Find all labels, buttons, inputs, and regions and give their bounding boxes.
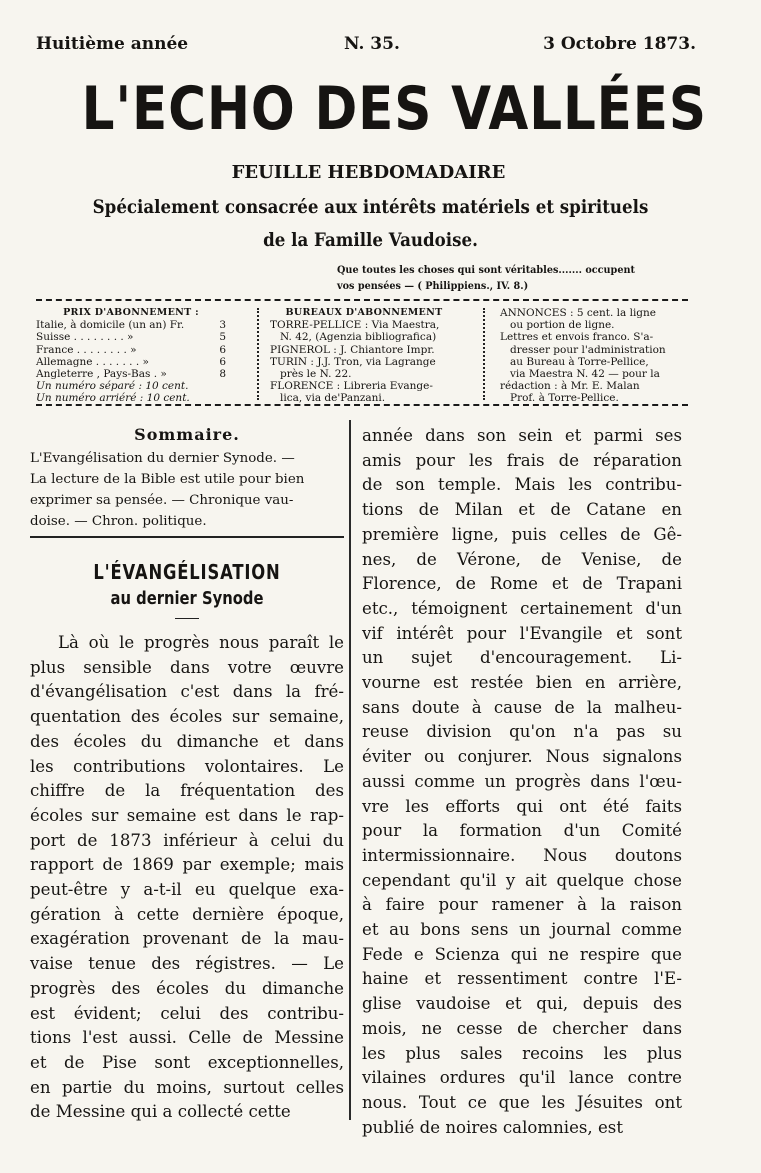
newspaper-tagline-2: de la Famille Vaudoise. [263,230,478,251]
article-line: chiffre de la fréquentation des [30,781,344,801]
article-line: Fede e Scienza qui ne respire que [362,944,682,964]
article-line: tions l'est aussi. Celle de Messine [30,1028,344,1048]
bureaux-line: TURIN : J.J. Tron, via Lagrange [270,355,436,368]
price-row [36,319,226,331]
article-line: d'évangélisation c'est dans la fré- [30,682,344,702]
article-line: nes, de Vérone, de Venise, de [362,549,682,569]
box-divider [257,308,261,400]
article-line: pour la formation d'un Comité [362,821,682,841]
bureaux-heading: BUREAUX D'ABONNEMENT [285,307,443,318]
back-issue-price: Un numéro arriéré : 10 cent. [36,392,190,405]
article-line: vourne est restée bien en arrière, [362,673,682,693]
annonces-line: Lettres et envois franco. S'a- [500,331,654,344]
article-line: un sujet d'encouragement. Li- [362,648,682,668]
sommaire-list [30,448,344,538]
header-rule-top [36,299,688,301]
article-line: reuse division qu'on n'a pas su [362,722,682,742]
article-line: publié de noires calomnies, est [362,1117,623,1137]
article-dash [175,618,199,619]
column-rule [349,420,352,1120]
price-label: Italie, à domicile (un an) Fr. [36,319,185,332]
sommaire-heading: Sommaire. [134,425,240,444]
epigraph-line: vos pensées — ( Philippiens., IV. 8.) [337,280,529,292]
bureaux-line: N. 42, (Agenzia bibliografica) [280,331,437,344]
article-line: des écoles du dimanche et dans [30,731,344,751]
article-line: éviter ou conjurer. Nous signalons [362,747,682,767]
article-line: est évident; celui des contribu- [30,1003,344,1023]
article-line: les contributions volontaires. Le [30,756,344,776]
sommaire-item: doise. — Chron. politique. [30,514,207,529]
annonces-line: ou portion de ligne. [510,319,615,332]
sommaire-item: L'Evangélisation du dernier Synode. — [30,451,295,466]
price-value: 6 [219,355,226,368]
article-line: intermissionnaire. Nous doutons [362,845,682,865]
article-line: sans doute à cause de la malheu- [362,697,682,717]
bureaux-line: lica, via de'Panzani. [280,392,386,405]
sommaire-item: La lecture de la Bible est utile pour bien [30,472,305,487]
article-line: peut-être y a-t-il eu quelque exa- [30,880,344,900]
price-label: Allemagne . . . . . . . » [36,355,149,368]
article-subtitle: au dernier Synode [110,588,264,609]
article-line: quentation des écoles sur semaine, [30,707,344,727]
article-line: mois, ne cesse de chercher dans [362,1018,682,1038]
price-label: Angleterre , Pays-Bas . » [36,368,167,381]
article-line: de son temple. Mais les contribu- [362,475,682,495]
subscription-heading: PRIX D'ABONNEMENT : [63,307,199,318]
header-rule-bottom [36,404,688,406]
epigraph [337,262,654,294]
article-line: année dans son sein et parmi ses [362,426,682,445]
article-line: vre les efforts qui ont été faits [362,796,682,816]
article-line: plus sensible dans votre œuvre [30,657,344,677]
single-issue-price: Un numéro séparé : 10 cent. [36,380,189,393]
article-line: nous. Tout ce que les Jésuites ont [362,1092,682,1112]
article-line: gération à cette dernière époque, [30,904,344,924]
article-line: à faire pour ramener à la raison [362,895,682,915]
bureaux-box [270,307,458,405]
article-line: et au bons sens un journal comme [362,920,682,940]
price-label: Suisse . . . . . . . . » [36,331,134,344]
price-row [36,368,226,380]
annonces-line: Prof. à Torre-Pellice. [510,392,619,405]
article-line: cependant qu'il y ait quelque chose [362,870,682,890]
article-line: première ligne, puis celles de Gê- [362,524,682,544]
price-row [36,356,226,368]
newspaper-tagline: Spécialement consacrée aux intérêts matériels et spirituels [92,197,649,218]
price-value: 6 [219,343,226,356]
article-line: Là où le progrès nous paraît le [58,633,344,652]
article-line: progrès des écoles du dimanche [30,978,344,998]
article-title: L'ÉVANGÉLISATION [93,560,281,584]
left-column [30,424,344,1125]
annonces-line: au Bureau à Torre-Pellice, [510,355,649,368]
masthead-topline [36,34,696,54]
bureaux-line: FLORENCE : Libreria Evange- [270,380,433,393]
price-value: 5 [219,331,226,344]
article-line: exagération provenant de la mau- [30,929,344,949]
article-line: port de 1873 inférieur à celui du [30,830,344,850]
annonces-line: dresser pour l'administration [510,343,666,356]
issue-number: N. 35. [344,34,400,54]
article-line: et de Pise sont exceptionnelles, [30,1052,344,1072]
article-line: haine et ressentiment contre l'E- [362,969,682,989]
bureaux-line: PIGNEROL : J. Chiantore Impr. [270,343,435,356]
article-line: amis pour les frais de réparation [362,450,682,470]
newspaper-subtitle: FEUILLE HEBDOMADAIRE [231,162,506,183]
newspaper-title: L'ECHO DES VALLÉES [81,74,707,144]
price-value: 8 [219,368,226,381]
price-label: France . . . . . . . . » [36,343,137,356]
price-row [36,344,226,356]
annonces-line: ANNONCES : 5 cent. la ligne [500,307,656,319]
article-line: glise vaudoise et qui, depuis des [362,994,682,1014]
annonces-line: rédaction : à Mr. E. Malan [500,380,640,393]
edition-label: Huitième année [36,34,189,54]
article-line: vaise tenue des régistres. — Le [30,954,344,974]
article-line: etc., témoignent certainement d'un [362,598,682,618]
right-column [362,424,682,1140]
box-divider [483,308,487,400]
article-line: les plus sales recoins les plus [362,1043,682,1063]
article-line: vif intérêt pour l'Evangile et sont [362,623,682,643]
article-line: rapport de 1869 par exemple; mais [30,855,344,875]
price-value: 3 [219,319,226,332]
bureaux-line: près le N. 22. [280,368,352,381]
annonces-line: via Maestra N. 42 — pour la [510,368,660,381]
article-line: de Messine qui a collecté cette [30,1102,291,1122]
sommaire-item: exprimer sa pensée. — Chronique vau- [30,493,294,508]
epigraph-line: Que toutes les choses qui sont véritables....... occupent [337,264,635,276]
article-line: vilaines ordures qu'il lance contre [362,1068,682,1088]
article-line: en partie du moins, surtout celles [30,1077,344,1097]
price-row [36,331,226,343]
subscription-box [36,307,226,405]
annonces-box [500,307,690,405]
article-line: écoles sur semaine est dans le rap- [30,805,344,825]
bureaux-line: TORRE-PELLICE : Via Maestra, [270,319,440,332]
article-line: Florence, de Rome et de Trapani [362,574,682,594]
article-line: aussi comme un progrès dans l'œu- [362,771,682,791]
issue-date: 3 Octobre 1873. [543,34,696,54]
article-line: tions de Milan et de Catane en [362,500,682,520]
